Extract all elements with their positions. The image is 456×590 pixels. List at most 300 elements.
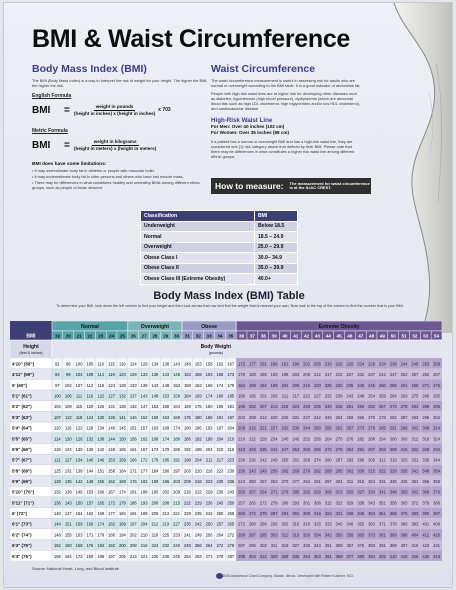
weight-value: 248 bbox=[411, 361, 419, 367]
weight-value: 265 bbox=[357, 414, 365, 420]
weight-value: 203 bbox=[238, 414, 246, 420]
weight-value: 265 bbox=[227, 521, 235, 527]
weight-value: 288 bbox=[259, 521, 267, 527]
weight-value: 192 bbox=[205, 425, 213, 431]
weight-value: 322 bbox=[378, 468, 386, 474]
weight-value: 311 bbox=[281, 532, 289, 538]
bmi-value: 37 bbox=[249, 333, 255, 339]
weight-value: 172 bbox=[140, 457, 148, 463]
weight-value: 314 bbox=[433, 425, 441, 431]
weight-value: 162 bbox=[108, 479, 116, 485]
weight-value: 102 bbox=[64, 382, 72, 388]
weight-value: 124 bbox=[129, 361, 137, 367]
weight-value: 144 bbox=[108, 436, 116, 442]
weight-value: 125 bbox=[53, 468, 61, 474]
weight-value: 358 bbox=[422, 479, 430, 485]
weight-value: 158 bbox=[194, 372, 202, 378]
weight-value: 225 bbox=[324, 382, 332, 388]
english-denominator: (height in inches) x (height in inches) bbox=[74, 110, 156, 116]
weight-value: 267 bbox=[346, 425, 354, 431]
class-name: Obese Class II bbox=[141, 263, 255, 274]
weight-value: 163 bbox=[205, 372, 213, 378]
weight-value: 142 bbox=[75, 479, 83, 485]
weight-value: 113 bbox=[64, 414, 72, 420]
weight-value: 270 bbox=[335, 436, 343, 442]
weight-value: 230 bbox=[151, 553, 159, 559]
weight-value: 402 bbox=[378, 553, 386, 559]
weight-value: 151 bbox=[129, 425, 137, 431]
height-label: 4'10" (58") bbox=[12, 361, 35, 367]
bmi-value: 44 bbox=[325, 333, 331, 339]
weight-value: 272 bbox=[324, 446, 332, 452]
weight-value: 229 bbox=[194, 500, 202, 506]
weight-value: 242 bbox=[194, 521, 202, 527]
weight-value: 397 bbox=[433, 511, 441, 517]
weight-value: 250 bbox=[216, 511, 224, 517]
weight-value: 192 bbox=[108, 543, 116, 549]
weight-value: 141 bbox=[118, 414, 126, 420]
weight-value: 258 bbox=[227, 511, 235, 517]
weight-value: 270 bbox=[281, 479, 289, 485]
weight-value: 262 bbox=[281, 468, 289, 474]
weight-value: 250 bbox=[313, 425, 321, 431]
weight-value: 136 bbox=[86, 446, 94, 452]
weight-value: 174 bbox=[205, 393, 213, 399]
weight-value: 163 bbox=[162, 414, 170, 420]
weight-value: 260 bbox=[303, 446, 311, 452]
weight-value: 162 bbox=[216, 361, 224, 367]
weight-value: 230 bbox=[216, 479, 224, 485]
weight-value: 204 bbox=[216, 436, 224, 442]
weight-value: 264 bbox=[259, 489, 267, 495]
weight-value: 138 bbox=[140, 382, 148, 388]
weight-value: 252 bbox=[303, 436, 311, 442]
weight-value: 148 bbox=[183, 361, 191, 367]
weight-value: 312 bbox=[411, 436, 419, 442]
weight-value: 147 bbox=[140, 404, 148, 410]
weight-value: 137 bbox=[129, 393, 137, 399]
weight-value: 271 bbox=[205, 553, 213, 559]
weight-value: 186 bbox=[216, 404, 224, 410]
weight-value: 386 bbox=[400, 521, 408, 527]
weight-value: 167 bbox=[140, 446, 148, 452]
weight-value: 158 bbox=[162, 404, 170, 410]
english-fraction bbox=[74, 104, 155, 117]
weight-value: 150 bbox=[75, 500, 83, 506]
weight-value: 232 bbox=[357, 372, 365, 378]
metric-denominator: (height in meters) x (height in meters) bbox=[74, 145, 157, 151]
weight-value: 220 bbox=[313, 382, 321, 388]
weight-value: 119 bbox=[108, 372, 115, 378]
weight-value: 393 bbox=[411, 521, 419, 527]
weight-value: 143 bbox=[173, 361, 181, 367]
weight-value: 160 bbox=[64, 543, 72, 549]
weight-value: 423 bbox=[422, 543, 430, 549]
metric-fraction bbox=[74, 139, 156, 152]
weight-value: 282 bbox=[389, 414, 397, 420]
weight-value: 177 bbox=[108, 511, 116, 517]
weight-value: 151 bbox=[64, 521, 72, 527]
weight-value: 238 bbox=[335, 393, 343, 399]
weight-value: 292 bbox=[303, 489, 311, 495]
bmi-value: 27 bbox=[141, 333, 147, 339]
bmi-value: 47 bbox=[358, 333, 364, 339]
weight-value: 324 bbox=[368, 479, 376, 485]
weight-value: 308 bbox=[313, 500, 321, 506]
weight-value: 140 bbox=[86, 457, 94, 463]
weight-value: 202 bbox=[248, 404, 256, 410]
class-range: 25.0 – 29.9 bbox=[254, 242, 297, 253]
page-title: BMI & Waist Circumference bbox=[32, 25, 351, 53]
weight-value: 318 bbox=[357, 479, 365, 485]
weight-value: 348 bbox=[389, 489, 397, 495]
bmi-value: 28 bbox=[152, 333, 158, 339]
weight-value: 177 bbox=[248, 361, 256, 367]
weight-value: 342 bbox=[324, 532, 332, 538]
weight-value: 151 bbox=[97, 468, 105, 474]
weight-value: 256 bbox=[270, 468, 278, 474]
weight-value: 158 bbox=[108, 468, 116, 474]
english-numerator: weight in pounds bbox=[95, 103, 134, 109]
weight-value: 234 bbox=[270, 436, 278, 442]
weight-value: 211 bbox=[205, 457, 213, 463]
weight-value: 206 bbox=[151, 511, 159, 517]
bmi-value: 20 bbox=[65, 333, 71, 339]
weight-value: 245 bbox=[368, 382, 376, 388]
weight-value: 169 bbox=[118, 479, 126, 485]
weight-value: 333 bbox=[324, 521, 332, 527]
poster bbox=[3, 2, 453, 588]
weight-value: 280 bbox=[422, 393, 430, 399]
weight-value: 247 bbox=[281, 446, 289, 452]
weight-value: 408 bbox=[433, 521, 441, 527]
weight-value: 208 bbox=[162, 500, 170, 506]
weight-value: 182 bbox=[140, 479, 148, 485]
weight-value: 210 bbox=[140, 532, 148, 538]
weight-value: 295 bbox=[335, 468, 343, 474]
weight-value: 110 bbox=[97, 361, 105, 367]
weight-value: 186 bbox=[108, 532, 116, 538]
weight-value: 169 bbox=[194, 393, 202, 399]
weight-value: 258 bbox=[433, 361, 441, 367]
weight-value: 135 bbox=[64, 479, 72, 485]
weight-value: 191 bbox=[227, 404, 235, 410]
weight-value: 355 bbox=[357, 521, 365, 527]
weight-value: 318 bbox=[422, 436, 430, 442]
weight-value: 91 bbox=[55, 361, 60, 367]
weight-value: 267 bbox=[433, 372, 441, 378]
weight-value: 243 bbox=[238, 479, 246, 485]
weight-value: 167 bbox=[108, 489, 116, 495]
weight-value: 277 bbox=[292, 479, 300, 485]
weight-value: 258 bbox=[313, 436, 321, 442]
weight-value: 222 bbox=[194, 489, 202, 495]
classification-row bbox=[141, 263, 298, 274]
weight-value: 193 bbox=[140, 500, 148, 506]
weight-value: 299 bbox=[313, 489, 321, 495]
weight-value: 153 bbox=[151, 404, 159, 410]
weight-value: 155 bbox=[118, 446, 126, 452]
weight-value: 338 bbox=[422, 457, 430, 463]
weight-value: 271 bbox=[270, 489, 278, 495]
weight-value: 344 bbox=[303, 553, 311, 559]
bmi-section bbox=[32, 63, 212, 190]
weight-value: 127 bbox=[64, 457, 72, 463]
weight-value: 346 bbox=[357, 511, 365, 517]
weight-value: 230 bbox=[335, 382, 343, 388]
weight-value: 133 bbox=[129, 382, 137, 388]
weight-value: 168 bbox=[205, 382, 213, 388]
bmi-word: BMI bbox=[32, 104, 51, 116]
weight-value: 129 bbox=[140, 361, 148, 367]
weight-value: 180 bbox=[86, 553, 94, 559]
bmi-table-instructions: To determine your BMI, look down the left column to find your height and then look across that row and find the weight that is nearest your own. Now look to the top of the column to find the number that is your BMI. bbox=[56, 304, 404, 308]
weight-value: 265 bbox=[238, 511, 246, 517]
weight-value: 222 bbox=[183, 500, 191, 506]
weight-value: 256 bbox=[324, 425, 332, 431]
weight-value: 104 bbox=[75, 372, 83, 378]
weight-value: 192 bbox=[183, 446, 191, 452]
weight-value: 154 bbox=[75, 511, 83, 517]
weight-value: 182 bbox=[108, 521, 116, 527]
weight-value: 248 bbox=[183, 543, 191, 549]
weight-value: 291 bbox=[357, 446, 365, 452]
weight-value: 238 bbox=[162, 553, 170, 559]
weight-value: 216 bbox=[205, 468, 213, 474]
weight-value: 289 bbox=[324, 468, 332, 474]
weight-value: 315 bbox=[400, 446, 408, 452]
source-note: Source: National Heart, Lung, and Blood Institute bbox=[32, 566, 119, 571]
weight-value: 257 bbox=[248, 489, 256, 495]
weight-value: 143 bbox=[151, 382, 159, 388]
weight-value: 302 bbox=[346, 468, 354, 474]
weight-value: 99 bbox=[65, 372, 71, 378]
classification-row bbox=[141, 274, 298, 285]
bmi-value: 53 bbox=[423, 333, 429, 339]
weight-value: 308 bbox=[422, 425, 430, 431]
weight-value: 153 bbox=[86, 489, 94, 495]
weight-value: 171 bbox=[129, 468, 137, 474]
weight-value: 293 bbox=[411, 414, 419, 420]
weight-value: 198 bbox=[281, 372, 289, 378]
weight-value: 232 bbox=[281, 425, 289, 431]
weight-value: 213 bbox=[129, 553, 137, 559]
weight-value: 115 bbox=[75, 404, 83, 410]
weight-value: 164 bbox=[173, 404, 181, 410]
weight-value: 300 bbox=[389, 436, 397, 442]
class-name: Overweight bbox=[141, 242, 255, 253]
weight-value: 394 bbox=[368, 553, 376, 559]
weight-value: 285 bbox=[433, 393, 441, 399]
classification-row bbox=[141, 253, 298, 264]
weight-value: 235 bbox=[194, 511, 202, 517]
weight-value: 287 bbox=[270, 511, 278, 517]
class-range: 30.0– 34.9 bbox=[254, 253, 297, 264]
weight-value: 351 bbox=[411, 479, 419, 485]
weight-value: 291 bbox=[313, 479, 321, 485]
weight-value: 345 bbox=[400, 479, 408, 485]
weight-value: 242 bbox=[378, 372, 386, 378]
weight-value: 335 bbox=[303, 543, 311, 549]
bmi-value: 36 bbox=[239, 333, 245, 339]
weight-value: 284 bbox=[303, 479, 311, 485]
weight-value: 193 bbox=[270, 372, 278, 378]
weight-value: 303 bbox=[378, 446, 386, 452]
weight-value: 266 bbox=[313, 446, 321, 452]
weight-value: 128 bbox=[129, 372, 137, 378]
height-label: 5'2" (62") bbox=[12, 404, 32, 410]
weight-value: 272 bbox=[248, 511, 256, 517]
weight-value: 312 bbox=[378, 457, 386, 463]
weight-value: 221 bbox=[140, 553, 148, 559]
weight-value: 144 bbox=[86, 468, 94, 474]
weight-value: 254 bbox=[368, 393, 376, 399]
weight-value: 383 bbox=[368, 543, 376, 549]
weight-value: 322 bbox=[335, 500, 343, 506]
group-label: Obese bbox=[201, 324, 218, 330]
weight-value: 201 bbox=[259, 393, 267, 399]
weight-value: 243 bbox=[346, 393, 354, 399]
bmi-value: 33 bbox=[206, 333, 212, 339]
weight-value: 171 bbox=[86, 532, 94, 538]
weight-value: 272 bbox=[227, 532, 235, 538]
weight-value: 254 bbox=[183, 553, 191, 559]
weight-value: 376 bbox=[433, 489, 441, 495]
weight-value: 250 bbox=[238, 489, 246, 495]
bmi-value: 41 bbox=[293, 333, 299, 339]
weight-value: 247 bbox=[389, 372, 397, 378]
weight-value: 134 bbox=[151, 361, 159, 367]
weight-value: 343 bbox=[368, 500, 376, 506]
weight-value: 246 bbox=[335, 404, 343, 410]
weight-value: 218 bbox=[151, 532, 159, 538]
height-label: 4'11" (59") bbox=[12, 372, 34, 378]
weight-value: 155 bbox=[97, 479, 105, 485]
weight-value: 250 bbox=[378, 382, 386, 388]
weight-value: 204 bbox=[281, 382, 289, 388]
weight-value: 261 bbox=[292, 457, 300, 463]
weight-value: 231 bbox=[292, 414, 300, 420]
weight-value: 236 bbox=[227, 479, 235, 485]
weight-value: 215 bbox=[303, 382, 311, 388]
weight-value: 185 bbox=[162, 457, 170, 463]
weight-value: 130 bbox=[97, 414, 105, 420]
weight-value: 259 bbox=[346, 414, 354, 420]
weight-value: 94 bbox=[55, 372, 60, 378]
weight-value: 134 bbox=[75, 457, 83, 463]
weight-value: 110 bbox=[54, 425, 61, 431]
weight-value: 237 bbox=[368, 372, 376, 378]
weight-value: 174 bbox=[216, 382, 224, 388]
weight-value: 178 bbox=[238, 372, 246, 378]
weight-value: 222 bbox=[335, 372, 343, 378]
weight-value: 118 bbox=[75, 414, 83, 420]
weight-value: 282 bbox=[357, 436, 365, 442]
bmi-value: 35 bbox=[228, 333, 234, 339]
class-name: Obese Class I bbox=[141, 253, 255, 264]
weight-value: 207 bbox=[259, 404, 267, 410]
weight-value: 264 bbox=[216, 532, 224, 538]
weight-value: 244 bbox=[400, 361, 408, 367]
weight-value: 378 bbox=[389, 521, 397, 527]
bmi-value: 30 bbox=[174, 333, 180, 339]
weight-value: 166 bbox=[86, 521, 94, 527]
weight-value: 203 bbox=[292, 372, 300, 378]
weight-value: 319 bbox=[389, 457, 397, 463]
weight-value: 363 bbox=[368, 521, 376, 527]
weight-value: 123 bbox=[108, 382, 116, 388]
weight-value: 199 bbox=[140, 511, 148, 517]
weight-value: 257 bbox=[259, 479, 267, 485]
weight-value: 257 bbox=[216, 521, 224, 527]
weight-value: 221 bbox=[173, 511, 181, 517]
weight-value: 119 bbox=[119, 361, 126, 367]
weight-value: 203 bbox=[173, 479, 181, 485]
weight-value: 348 bbox=[346, 521, 354, 527]
weight-value: 179 bbox=[162, 446, 170, 452]
weight-value: 324 bbox=[433, 436, 441, 442]
weight-value: 315 bbox=[368, 468, 376, 474]
weight-value: 276 bbox=[433, 382, 441, 388]
how-to-measure-banner bbox=[211, 178, 371, 194]
weight-value: 253 bbox=[422, 361, 430, 367]
weight-value: 304 bbox=[433, 414, 441, 420]
height-label: 5' (60") bbox=[12, 382, 27, 388]
weight-value: 223 bbox=[238, 446, 246, 452]
high-risk-men: For Men: Over 40 inches (102 cm) bbox=[211, 124, 285, 129]
bmi-value: 38 bbox=[260, 333, 266, 339]
weight-value: 261 bbox=[400, 382, 408, 388]
weight-value: 336 bbox=[292, 553, 300, 559]
bmi-description: The BMI (Body Mass Index) is a way to interpret the risk of weight for your height. The higher the BMI, the higher the risk. bbox=[32, 78, 208, 88]
weight-value: 111 bbox=[75, 393, 83, 399]
weight-value: 223 bbox=[205, 479, 213, 485]
weight-value: 313 bbox=[335, 489, 343, 495]
height-label: 5'1" (61") bbox=[12, 393, 32, 399]
weight-value: 272 bbox=[238, 521, 246, 527]
weight-value: 174 bbox=[118, 489, 126, 495]
weight-value: 197 bbox=[227, 414, 235, 420]
bmi-value: 51 bbox=[401, 333, 407, 339]
weight-value: 310 bbox=[292, 521, 300, 527]
bmi-value: 25 bbox=[119, 333, 125, 339]
weight-value: 334 bbox=[433, 446, 441, 452]
weight-value: 132 bbox=[53, 489, 61, 495]
weight-value: 177 bbox=[140, 468, 148, 474]
weight-value: 109 bbox=[86, 372, 94, 378]
weight-value: 202 bbox=[162, 489, 170, 495]
weight-value: 148 bbox=[151, 393, 159, 399]
weight-value: 197 bbox=[108, 553, 116, 559]
bmi-value: 39 bbox=[271, 333, 277, 339]
weight-value: 124 bbox=[86, 414, 94, 420]
weight-value: 246 bbox=[292, 436, 300, 442]
weight-value: 396 bbox=[400, 532, 408, 538]
weight-value: 263 bbox=[270, 479, 278, 485]
weight-value: 140 bbox=[108, 425, 116, 431]
weight-value: 128 bbox=[53, 479, 61, 485]
weight-value: 223 bbox=[216, 468, 224, 474]
weight-value: 162 bbox=[86, 511, 94, 517]
weight-value: 255 bbox=[281, 457, 289, 463]
weight-value: 206 bbox=[270, 393, 278, 399]
weight-value: 158 bbox=[183, 382, 191, 388]
weight-value: 306 bbox=[368, 457, 376, 463]
weight-value: 426 bbox=[411, 553, 419, 559]
bmi-value: 42 bbox=[304, 333, 310, 339]
weight-value: 168 bbox=[216, 372, 224, 378]
weight-value: 302 bbox=[281, 521, 289, 527]
